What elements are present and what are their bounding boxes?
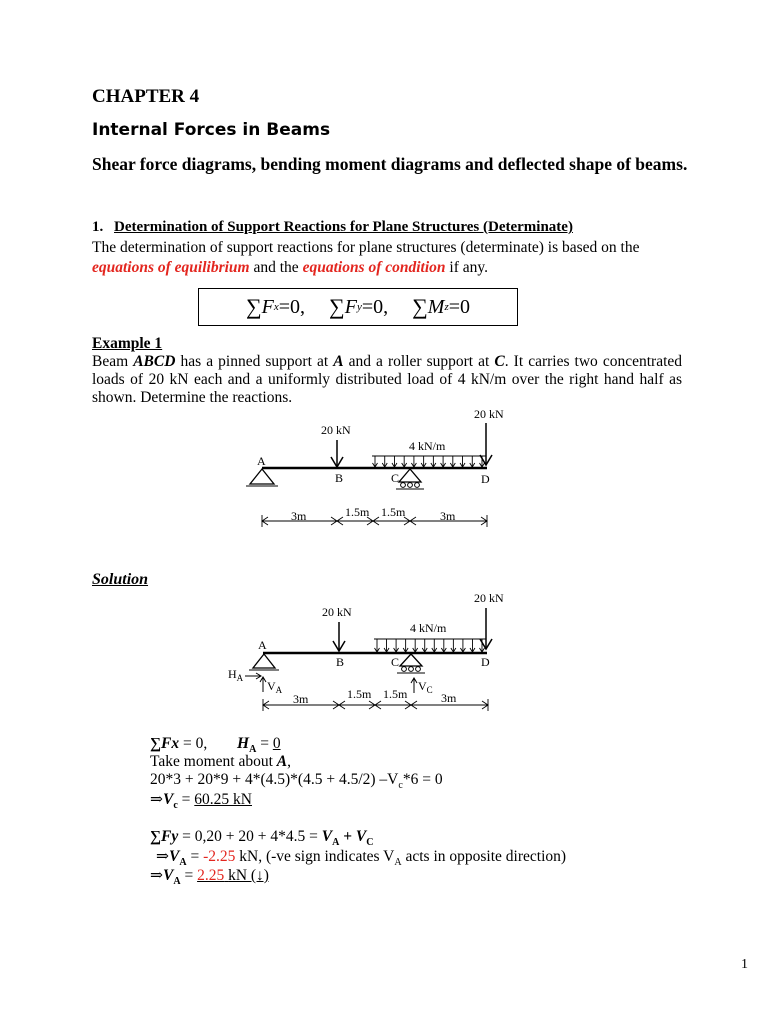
solution-title: Solution bbox=[92, 571, 149, 588]
label-b: B bbox=[335, 471, 344, 485]
dim-b-mid: 1.5m bbox=[347, 687, 372, 701]
label-c: C bbox=[391, 655, 400, 669]
example-title: Example 1 bbox=[92, 335, 163, 352]
term-equilibrium: equations of equilibrium bbox=[92, 259, 250, 276]
reaction-va-label: $V_A$ bbox=[267, 679, 283, 695]
pin-support-a bbox=[250, 469, 274, 484]
dim-mid-c: 1.5m bbox=[383, 687, 408, 701]
reaction-vc-label: $V_C$ bbox=[418, 679, 433, 695]
beam-diagram-example bbox=[0, 400, 768, 535]
section-heading: Shear force diagrams, bending moment diagrams and deflected shape of beams. bbox=[92, 154, 688, 174]
solution-line-1: ∑Fx = 0, $H_A = 0$ bbox=[150, 735, 281, 756]
reaction-ha-label: $H_A$ bbox=[228, 667, 244, 683]
load-label-b: 20 kN bbox=[322, 605, 352, 619]
label-a: A bbox=[258, 638, 267, 652]
dim-ab: 3m bbox=[293, 692, 309, 706]
label-c: C bbox=[391, 471, 400, 485]
roller-support-c bbox=[400, 654, 422, 666]
dim-b-mid: 1.5m bbox=[345, 505, 370, 519]
udl-label: 4 kN/m bbox=[410, 621, 447, 635]
chapter-label: CHAPTER 4 bbox=[92, 86, 200, 107]
dim-cd: 3m bbox=[441, 691, 457, 705]
example-paragraph: Beam ABCD has a pinned support at A and a roller support at C. It carries two concentrated loads of 20 kN each and a uniformly distributed load of 4 kN/m over the right hand half as shown. Determine the reactions. bbox=[92, 353, 683, 406]
section-paragraph: The determination of support reactions for plane structures (determinate) is based on the equations of equilibrium and the equations of condition if any. bbox=[92, 239, 640, 276]
dim-cd: 3m bbox=[440, 509, 456, 523]
solution-line-4: $\Rightarrow V_c = 60.25$ kN bbox=[150, 791, 252, 812]
udl-label: 4 kN/m bbox=[409, 439, 446, 453]
page-number: 1 bbox=[741, 957, 748, 972]
udl-arrows bbox=[374, 639, 486, 652]
chapter-subtitle: Internal Forces in Beams bbox=[92, 120, 331, 140]
label-d: D bbox=[481, 472, 490, 486]
load-label-b: 20 kN bbox=[321, 423, 351, 437]
solution-line-5: $\sum Fy = 0,20 + 20 + 4*4.5 = V_A + V_C$ bbox=[150, 828, 374, 849]
udl-arrows bbox=[372, 456, 486, 467]
label-a: A bbox=[257, 454, 266, 468]
solution-line-3: 20*3 + 20*9 + 4*(4.5)*(4.5 + 4.5/2) $-V_c*6 = 0$ bbox=[150, 771, 443, 792]
label-b: B bbox=[336, 655, 345, 669]
label-d: D bbox=[481, 655, 490, 669]
solution-line-2: Take moment about A, bbox=[150, 753, 291, 770]
pin-support-a bbox=[253, 654, 275, 668]
solution-line-7: $\Rightarrow V_A = 2.25$ kN (↓) bbox=[150, 867, 269, 888]
roller-support-c bbox=[399, 469, 421, 482]
term-condition: equations of condition bbox=[302, 259, 446, 276]
beam-diagram-solution bbox=[0, 585, 768, 715]
load-label-d: 20 kN bbox=[474, 407, 504, 421]
section-title: Determination of Support Reactions for Plane Structures (Determinate) bbox=[114, 219, 573, 235]
solution-line-6: $\Rightarrow V_A = -2.25$ kN, (-ve sign indicates $V_A$ acts in opposite direction) bbox=[156, 848, 567, 869]
section-number: 1. bbox=[92, 219, 104, 235]
load-label-d: 20 kN bbox=[474, 591, 504, 605]
equilibrium-equations-box: ∑ F x =0, ∑ F y =0, ∑ M z =0 bbox=[198, 288, 518, 326]
dim-ab: 3m bbox=[291, 509, 307, 523]
dim-mid-c: 1.5m bbox=[381, 505, 406, 519]
